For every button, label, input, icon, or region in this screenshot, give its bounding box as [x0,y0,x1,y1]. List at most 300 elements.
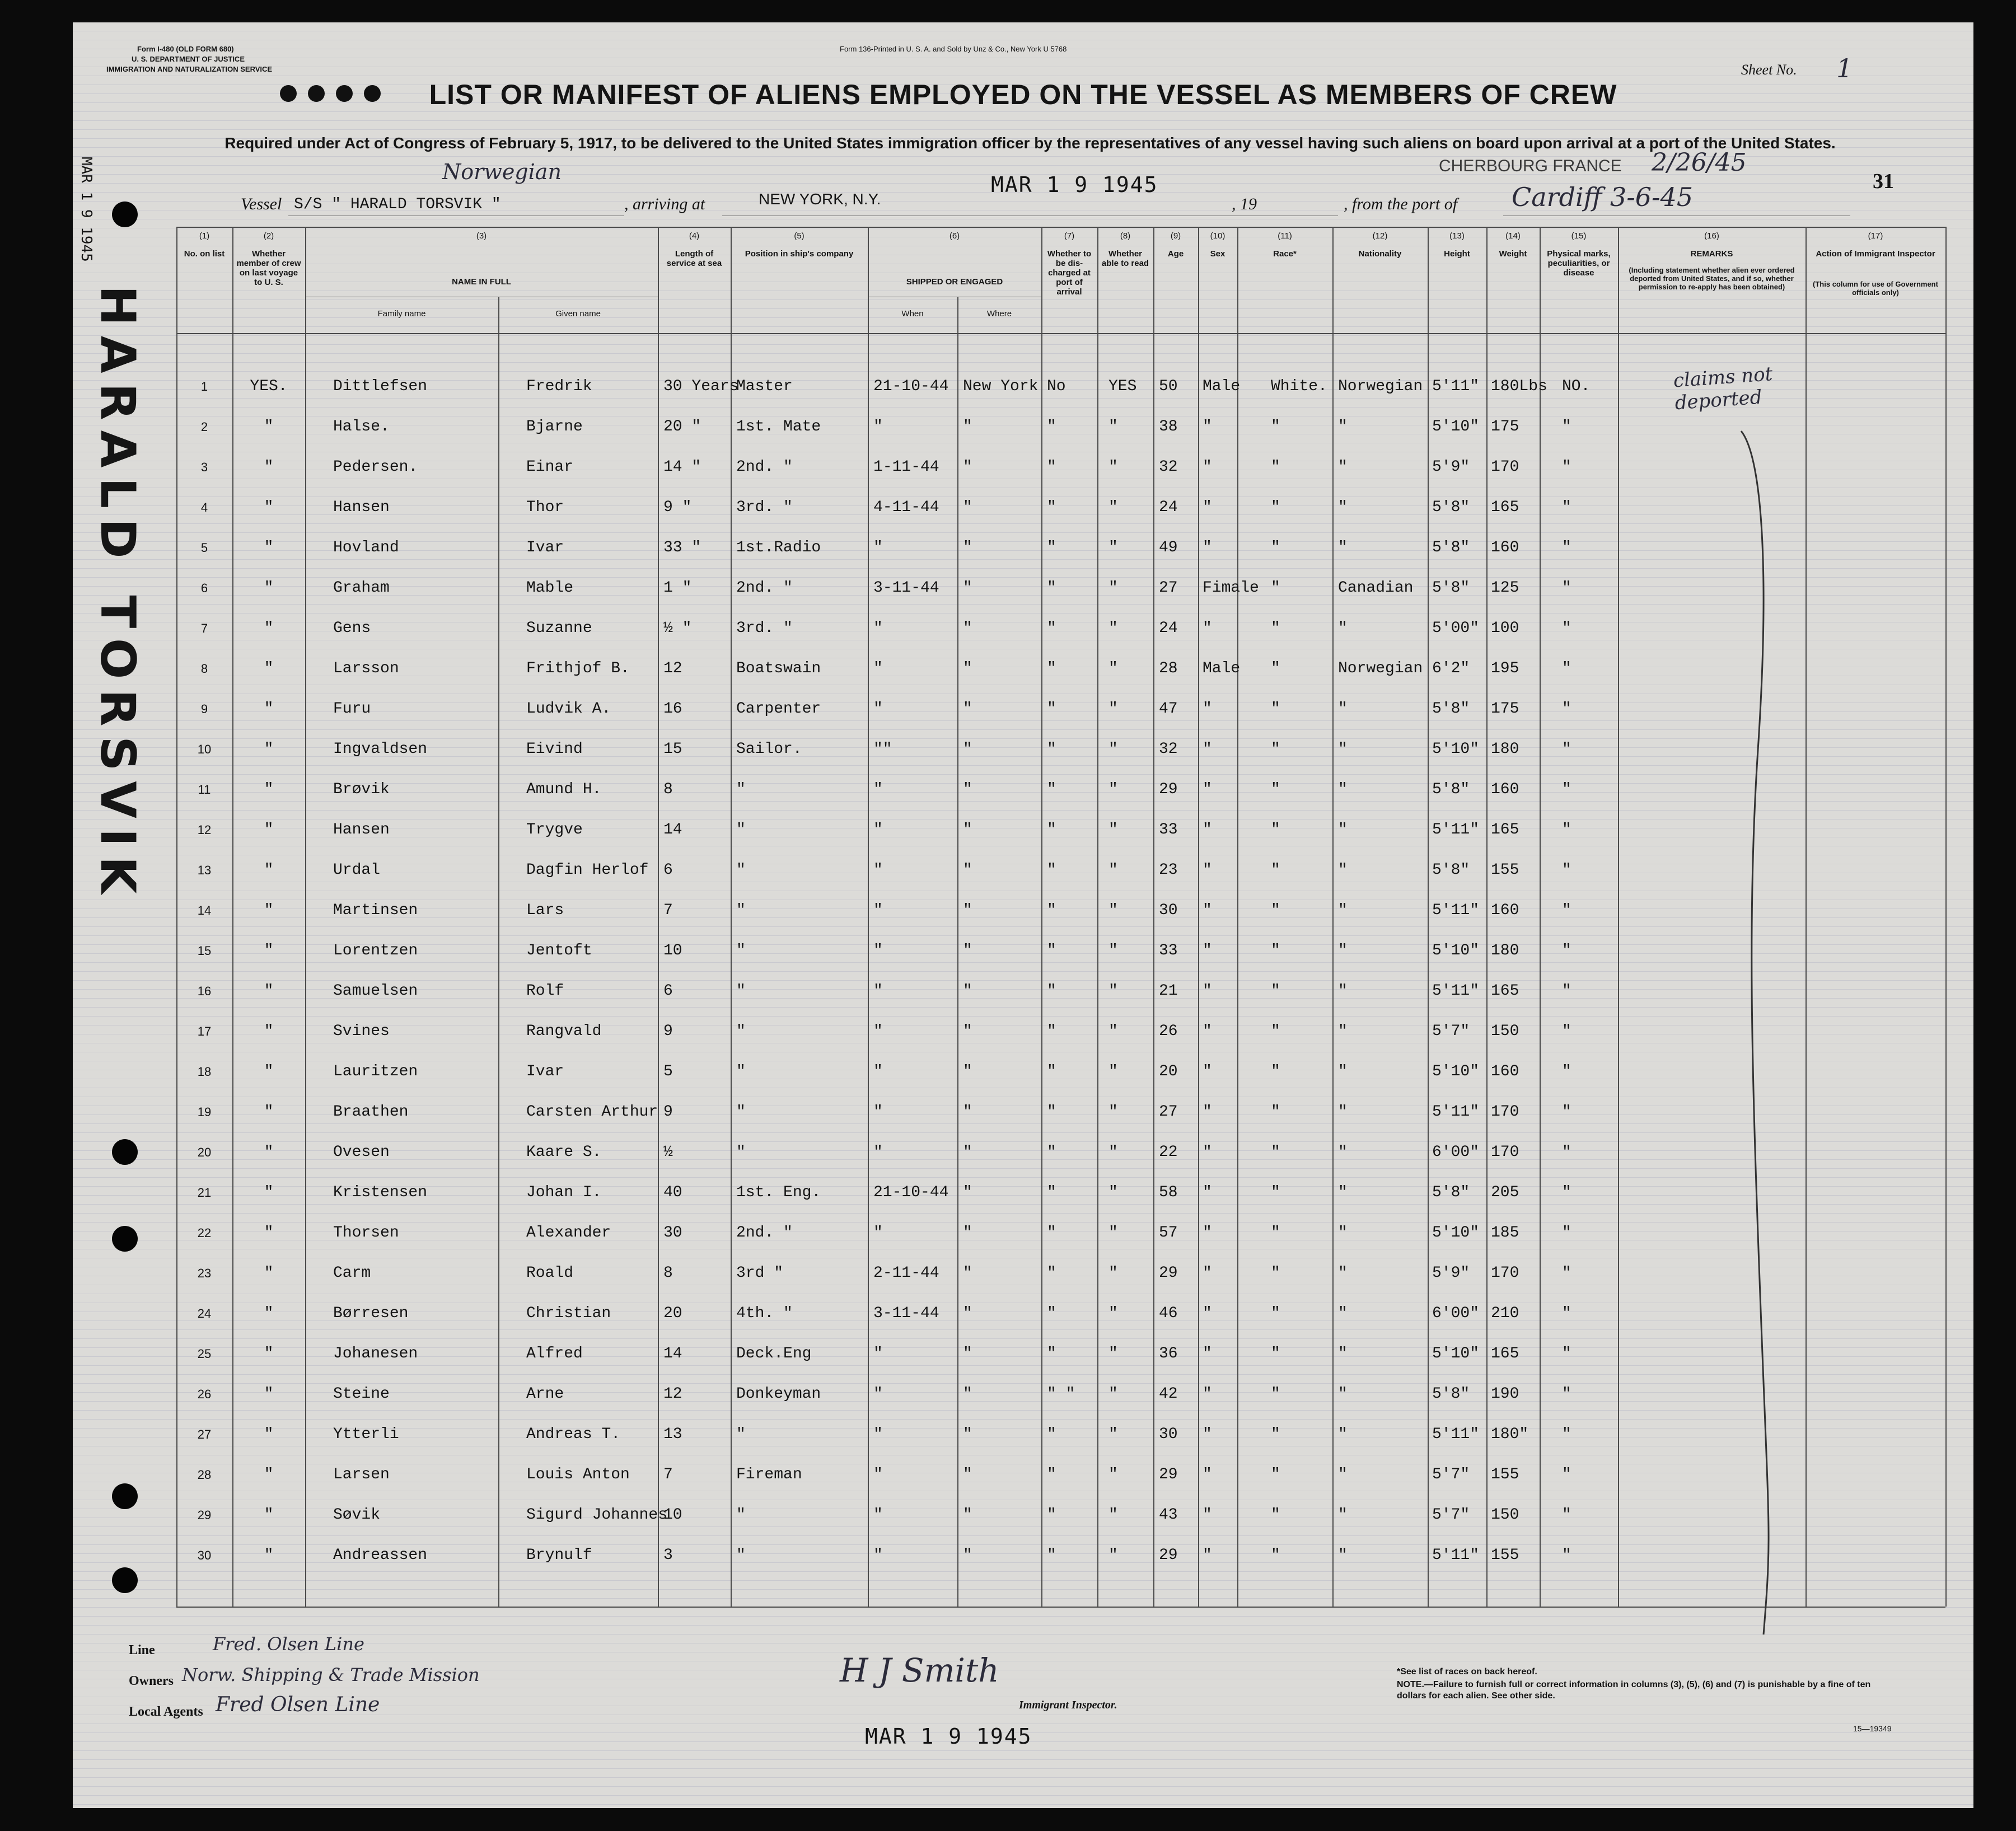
cell-marks: " [1562,1224,1571,1242]
local-agents-value: Fred Olsen Line [216,1693,380,1716]
cell-weight: 195 [1491,660,1519,677]
from-port-label: , from the port of [1344,195,1458,213]
cell-position: Deck.Eng [736,1345,812,1362]
column-number: (11) [1278,231,1292,241]
cell-age: 29 [1159,1547,1178,1564]
cell-family: Andreassen [333,1547,428,1564]
cell-sex: " [1203,741,1212,758]
column-header: Height [1444,249,1470,259]
cell-weight: 180Lbs [1491,378,1547,395]
cell-given: Ludvik A. [526,700,611,718]
cell-nat: " [1338,458,1348,476]
cell-position: 1st. Mate [736,418,821,435]
cell-read: " [1108,942,1118,959]
cell-read: " [1108,620,1118,637]
remarks-handwritten: claims not deported [1672,363,1774,415]
column-number: (4) [689,231,700,241]
cell-where: " [963,1385,972,1403]
cell-race: " [1271,1506,1280,1524]
cell-weight: 180" [1491,1426,1529,1443]
cell-race: " [1271,579,1280,597]
cell-nat: " [1338,1023,1348,1040]
cell-family: Ovesen [333,1144,390,1161]
cell-where: " [963,1103,972,1121]
cell-weight: 205 [1491,1184,1519,1201]
page-title: LIST OR MANIFEST OF ALIENS EMPLOYED ON THE VESSEL AS MEMBERS OF CREW [429,79,1617,110]
cell-service: 14 [663,821,682,839]
column-number: (7) [1064,231,1075,241]
cell-weight: 180 [1491,942,1519,959]
table-row [73,568,1973,608]
table-row [73,810,1973,850]
cell-marks: " [1562,1063,1571,1080]
remarks-continuation-line [1730,414,1780,1646]
cell-crew: " [264,1265,274,1282]
cell-weight: 175 [1491,700,1519,718]
cell-nat: " [1338,1144,1348,1161]
cell-marks: " [1562,418,1571,435]
cell-where: " [963,861,972,879]
binder-hole [112,202,138,227]
cell-when: " [873,982,883,1000]
cell-service: 14 " [663,458,701,476]
cell-height: 5'10" [1432,942,1480,959]
cell-nat: Norwegian [1338,660,1423,677]
cell-age: 20 [1159,1063,1178,1080]
cell-height: 5'10" [1432,1224,1480,1242]
cell-age: 49 [1159,539,1178,556]
vessel-name: S/S " HARALD TORSVIK " [294,196,501,213]
cell-sex: " [1203,982,1212,1000]
cell-family: Halse. [333,418,390,435]
cell-height: 5'8" [1432,861,1470,879]
cell-family: Hansen [333,499,390,516]
cell-age: 27 [1159,579,1178,597]
table-row [73,1455,1973,1495]
cell-when: " [873,1224,883,1242]
cell-crew: " [264,1466,274,1483]
cell-age: 28 [1159,660,1178,677]
column-subheader: When [901,309,924,319]
column-header: Nationality [1358,249,1402,259]
cell-race: " [1271,1305,1280,1322]
cell-where: " [963,1224,972,1242]
cell-weight: 170 [1491,458,1519,476]
cell-given: Suzanne [526,620,592,637]
cell-position: " [736,942,746,959]
cell-family: Steine [333,1385,390,1403]
column-header: Whether able to read [1101,249,1149,268]
cell-when: " [873,418,883,435]
cell-service: 14 [663,1345,682,1362]
cell-sex: " [1203,1224,1212,1242]
nationality-handwritten: Norwegian [442,160,562,184]
cell-family: Dittlefsen [333,378,428,395]
cell-when: " [873,700,883,718]
column-header: Whether member of crew on last voyage to U. S. [236,249,301,287]
table-row [73,649,1973,689]
cell-where: " [963,1265,972,1282]
cell-nat: " [1338,1506,1348,1524]
cell-race: " [1271,821,1280,839]
cell-family: Søvik [333,1506,381,1524]
side-stamp: MAR 1 9 1945 [78,157,95,262]
cell-when: " [873,539,883,556]
cell-height: 5'00" [1432,620,1480,637]
cell-given: Louis Anton [526,1466,630,1483]
cell-service: 9 [663,1103,673,1121]
cell-no: 13 [197,863,212,877]
cell-when: " [873,1385,883,1403]
cell-family: Johanesen [333,1345,418,1362]
cell-service: 15 [663,741,682,758]
cell-sex: " [1203,418,1212,435]
table-row [73,528,1973,568]
owners-label: Owners [129,1674,174,1688]
binder-hole [112,1567,138,1593]
cell-position: 2nd. " [736,579,793,597]
cell-race: " [1271,861,1280,879]
cell-no: 24 [197,1306,212,1320]
cell-age: 30 [1159,1426,1178,1443]
cell-race: " [1271,781,1280,798]
cell-read: " [1108,1426,1118,1443]
cell-crew: " [264,539,274,556]
cell-given: Roald [526,1265,574,1282]
cell-when: " [873,1023,883,1040]
cell-weight: 155 [1491,1547,1519,1564]
cell-where: " [963,660,972,677]
cell-age: 33 [1159,821,1178,839]
cell-race: " [1271,1426,1280,1443]
cell-position: " [736,1144,746,1161]
cell-nat: " [1338,781,1348,798]
cell-nat: " [1338,902,1348,919]
cell-nat: Norwegian [1338,378,1423,395]
cell-service: 30 Years [663,378,739,395]
cell-height: 5'10" [1432,1063,1480,1080]
cell-height: 5'8" [1432,700,1470,718]
cell-height: 5'10" [1432,741,1480,758]
cell-age: 32 [1159,741,1178,758]
column-header: No. on list [184,249,225,259]
cell-service: 1 " [663,579,692,597]
cell-given: Rangvald [526,1023,602,1040]
cell-position: " [736,861,746,879]
cell-no: 25 [197,1347,212,1361]
cell-disch: " [1047,1506,1056,1524]
cell-service: 40 [663,1184,682,1201]
column-number: (1) [199,231,210,241]
inspector-signature: H J Smith [840,1651,999,1689]
cell-read: " [1108,1345,1118,1362]
cell-given: Lars [526,902,564,919]
cell-weight: 155 [1491,861,1519,879]
cell-sex: " [1203,1466,1212,1483]
column-header: Physical marks, peculiarities, or disease [1547,249,1611,278]
cell-race: " [1271,1224,1280,1242]
binder-hole [112,1226,138,1252]
cell-sex: Male [1203,378,1241,395]
cell-nat: " [1338,1345,1348,1362]
cell-sex: " [1203,1426,1212,1443]
column-note: (This column for use of Government officials only) [1813,280,1938,297]
cell-where: " [963,620,972,637]
cell-sex: " [1203,1547,1212,1564]
cell-family: Carm [333,1265,371,1282]
cell-where: " [963,579,972,597]
cell-nat: " [1338,539,1348,556]
cell-no: 11 [198,783,211,797]
cell-service: 6 [663,982,673,1000]
cell-disch: " [1047,982,1056,1000]
cell-given: Eivind [526,741,583,758]
cell-disch: " [1047,821,1056,839]
form-code: 15—19349 [1853,1724,1892,1733]
cell-service: ½ [663,1144,673,1161]
cell-no: 8 [200,662,208,676]
cell-when: " [873,1144,883,1161]
cell-crew: " [264,458,274,476]
cell-position: 3rd. " [736,620,793,637]
cell-nat: " [1338,620,1348,637]
cell-height: 6'00" [1432,1144,1480,1161]
cell-service: 9 [663,1023,673,1040]
table-row [73,1092,1973,1132]
column-number: (13) [1449,231,1465,241]
cell-age: 58 [1159,1184,1178,1201]
cell-height: 5'7" [1432,1466,1470,1483]
cell-no: 9 [200,702,208,716]
cell-given: Bjarne [526,418,583,435]
cell-race: " [1271,700,1280,718]
cell-race: " [1271,902,1280,919]
cell-where: " [963,942,972,959]
cell-family: Lorentzen [333,942,418,959]
cell-nat: " [1338,982,1348,1000]
cell-family: Samuelsen [333,982,418,1000]
cell-given: Einar [526,458,574,476]
cell-marks: " [1562,458,1571,476]
table-row [73,488,1973,528]
table-row [73,1334,1973,1374]
cell-crew: " [264,499,274,516]
cell-weight: 165 [1491,499,1519,516]
cell-given: Rolf [526,982,564,1000]
cell-where: " [963,1144,972,1161]
cell-family: Pedersen. [333,458,418,476]
cell-age: 21 [1159,982,1178,1000]
cell-disch: " [1047,620,1056,637]
cell-read: " [1108,1385,1118,1403]
cell-service: 13 [663,1426,682,1443]
cell-marks: " [1562,1466,1571,1483]
column-note: (Including statement whether alien ever ordered deported from United States, and if so, whether permission to re-apply has been obtained) [1629,266,1795,291]
cell-service: 12 [663,660,682,677]
cell-crew: " [264,1103,274,1121]
cell-given: Amund H. [526,781,602,798]
table-row [73,1495,1973,1535]
cell-position: Fireman [736,1466,802,1483]
cell-age: 32 [1159,458,1178,476]
cell-height: 5'11" [1432,1547,1480,1564]
cell-height: 6'2" [1432,660,1470,677]
arriving-label: , arriving at [624,195,705,213]
cell-crew: " [264,741,274,758]
cell-when: "" [873,741,892,758]
cell-crew: " [264,1345,274,1362]
cell-nat: " [1338,418,1348,435]
cell-given: Jentoft [526,942,592,959]
cell-marks: " [1562,1023,1571,1040]
cell-height: 5'9" [1432,1265,1470,1282]
cell-weight: 100 [1491,620,1519,637]
column-header: Age [1167,249,1184,259]
table-row [73,608,1973,649]
cell-disch: " [1047,1103,1056,1121]
table-row [73,1173,1973,1213]
cell-nat: " [1338,1547,1348,1564]
cell-sex: " [1203,1023,1212,1040]
cell-given: Christian [526,1305,611,1322]
cell-height: 5'11" [1432,1426,1480,1443]
cell-read: " [1108,1466,1118,1483]
cell-race: " [1271,458,1280,476]
cell-position: " [736,982,746,1000]
cell-sex: " [1203,821,1212,839]
cell-where: " [963,1345,972,1362]
cell-disch: " [1047,1466,1056,1483]
cell-disch: " [1047,781,1056,798]
cell-given: Carsten Arthur [526,1103,658,1121]
arriving-port: NEW YORK, N.Y. [759,190,881,208]
cell-no: 5 [200,541,208,555]
binder-hole [112,1139,138,1165]
cell-crew: " [264,781,274,798]
cell-position: 2nd. " [736,458,793,476]
cell-position: " [736,902,746,919]
cell-weight: 150 [1491,1506,1519,1524]
cell-when: 2-11-44 [873,1265,939,1282]
cherbourg-date: 2/26/45 [1652,148,1747,177]
cell-age: 50 [1159,378,1178,395]
cell-race: " [1271,1547,1280,1564]
cell-where: " [963,982,972,1000]
cell-disch: " [1047,660,1056,677]
penalty-note: NOTE.—Failure to furnish full or correct information in columns (3), (5), (6) and (7) is punishable by a fine of ten dollars for each alien. See other side. [1397,1680,1871,1701]
cell-family: Larsen [333,1466,390,1483]
cell-no: 4 [200,500,208,514]
cell-where: " [963,1063,972,1080]
cell-crew: " [264,1506,274,1524]
cell-disch: " [1047,1144,1056,1161]
page-subtitle: Required under Act of Congress of February 5, 1917, to be delivered to the United States immigration officer by the representatives of any vessel having such aliens on board upon arrival at a port of the United States. [224,134,1836,152]
cell-nat: " [1338,1305,1348,1322]
table-top-rule [176,227,1945,228]
cell-height: 5'7" [1432,1023,1470,1040]
cell-height: 5'8" [1432,1385,1470,1403]
cell-race: " [1271,660,1280,677]
cell-sex: " [1203,942,1212,959]
cell-no: 15 [197,944,212,958]
cell-position: 2nd. " [736,1224,793,1242]
manifest-sheet [73,22,1973,1808]
cell-nat: " [1338,821,1348,839]
cell-race: " [1271,942,1280,959]
cell-weight: 160 [1491,902,1519,919]
cell-no: 3 [200,460,208,474]
cell-disch: " [1047,1345,1056,1362]
column-number: (17) [1868,231,1883,241]
cell-race: " [1271,539,1280,556]
cell-where: " [963,821,972,839]
cell-service: 10 [663,942,682,959]
cell-weight: 170 [1491,1103,1519,1121]
cell-where: " [963,781,972,798]
cell-height: 5'8" [1432,499,1470,516]
cell-sex: " [1203,1144,1212,1161]
cell-disch: " [1047,861,1056,879]
cell-where: " [963,539,972,556]
column-header: Length of service at sea [666,249,722,268]
cell-read: " [1108,660,1118,677]
cell-read: " [1108,1144,1118,1161]
cell-no: 29 [197,1508,212,1522]
sheet-number: 1 [1836,53,1853,83]
cell-sex: " [1203,861,1212,879]
cell-marks: " [1562,1547,1571,1564]
column-subheader: Family name [377,309,426,319]
cell-read: " [1108,1184,1118,1201]
cell-race: " [1271,1184,1280,1201]
cell-race: " [1271,1023,1280,1040]
table-row [73,1012,1973,1052]
cell-height: 5'10" [1432,1345,1480,1362]
cell-height: 5'11" [1432,378,1480,395]
cell-nat: " [1338,1184,1348,1201]
cell-nat: " [1338,1385,1348,1403]
cell-read: " [1108,418,1118,435]
cell-disch: " [1047,942,1056,959]
cell-read: " [1108,458,1118,476]
column-header: REMARKS [1690,249,1733,259]
cell-service: 16 [663,700,682,718]
cell-where: " [963,1305,972,1322]
cell-disch: " [1047,1184,1056,1201]
cell-marks: " [1562,902,1571,919]
cell-service: 10 [663,1506,682,1524]
cell-when: " [873,1547,883,1564]
cell-age: 29 [1159,781,1178,798]
cell-marks: " [1562,579,1571,597]
column-header: Position in ship's company [745,249,854,259]
cell-when: " [873,1345,883,1362]
cell-race: " [1271,499,1280,516]
cell-weight: 185 [1491,1224,1519,1242]
cell-given: Johan I. [526,1184,602,1201]
printer-line: Form 136-Printed in U. S. A. and Sold by Unz & Co., New York U 5768 [840,45,1067,53]
cell-marks: " [1562,499,1571,516]
cell-sex: " [1203,499,1212,516]
cell-weight: 160 [1491,1063,1519,1080]
department-name: U. S. DEPARTMENT OF JUSTICE [132,55,245,63]
cell-family: Lauritzen [333,1063,418,1080]
cell-marks: " [1562,1305,1571,1322]
cell-where: " [963,700,972,718]
cell-when: 21-10-44 [873,1184,949,1201]
cell-weight: 165 [1491,1345,1519,1362]
cell-height: 5'11" [1432,982,1480,1000]
